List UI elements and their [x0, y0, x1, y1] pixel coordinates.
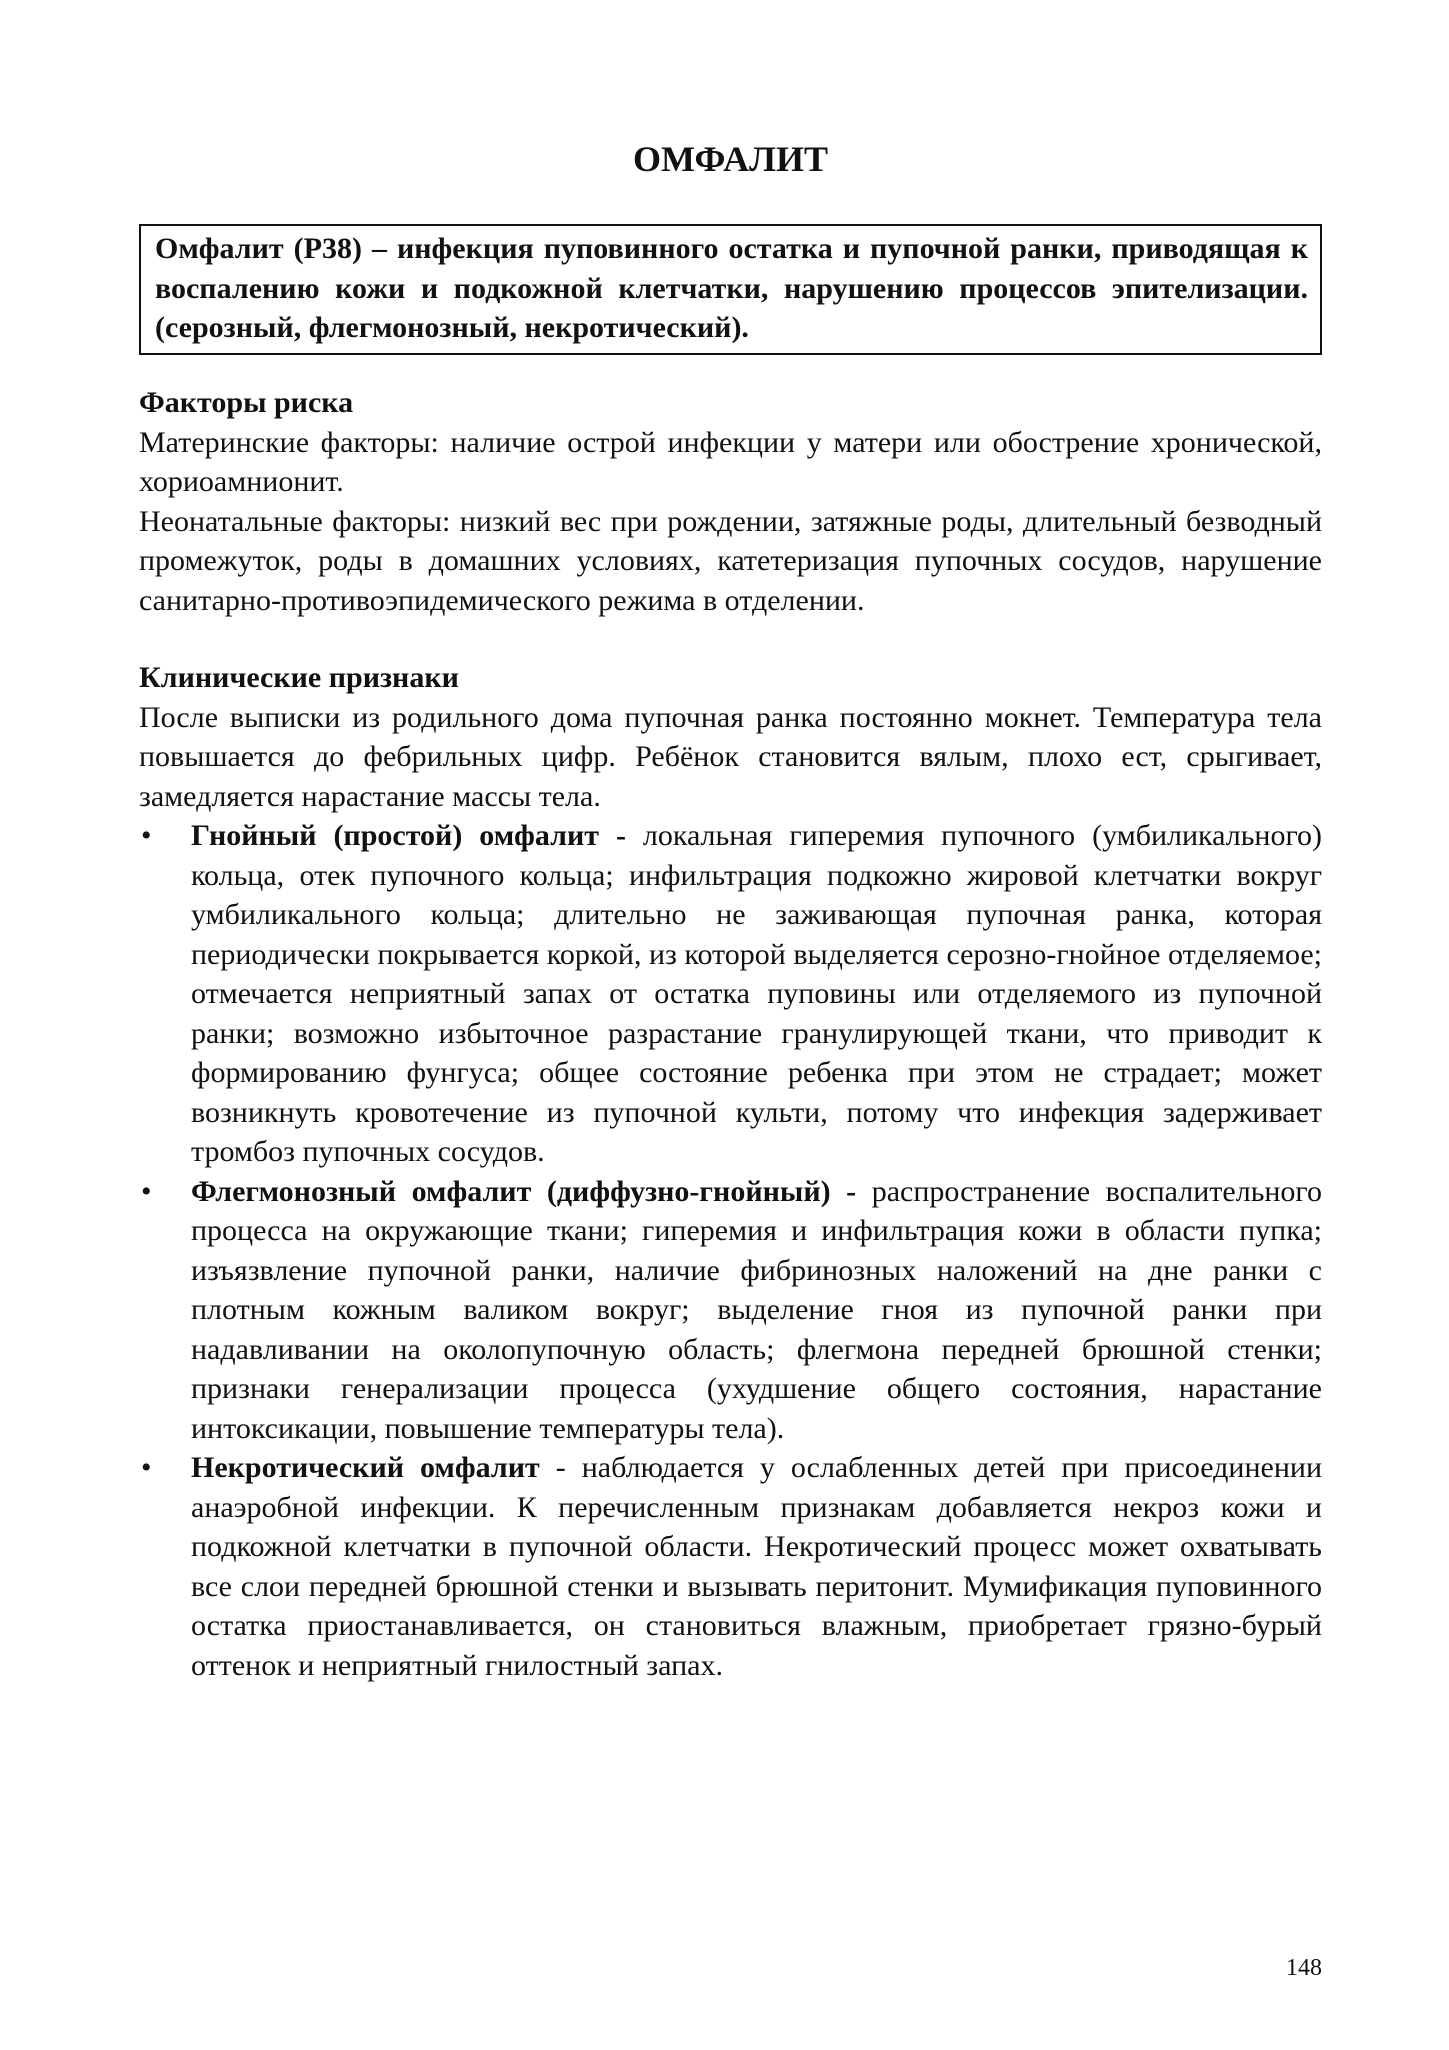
bullet-icon: •	[141, 1451, 152, 1484]
document-page	[139, 0, 1322, 2050]
definition-box: Омфалит (P38) – инфекция пуповинного остатка и пупочной ранки, приводящая к воспалению кожи и подкожной клетчатки, нарушению процессов эпителизации. (серозный, флегмонозный, некротический).	[139, 224, 1322, 355]
bullet-icon: •	[141, 819, 152, 852]
page-number: 148	[1286, 1955, 1322, 1981]
form-description: - наблюдается у ослабленных детей при присоединении анаэробной инфекции. К перечисленным признакам добавляется некроз кожи и подкожной клетчатки в пупочной области. Некротический процесс может охватывать все слои передней брюшной стенки и вызывать перитонит. Мумификация пуповинного остатка приостанавливается, он становиться влажным, приобретает грязно-бурый оттенок и неприятный гнилостный запах.	[191, 1451, 1322, 1682]
clinical-forms-list	[139, 816, 1322, 1685]
clinical-signs-section	[139, 658, 1322, 1685]
neonatal-factors-paragraph: Неонатальные факторы: низкий вес при рождении, затяжные роды, длительный безводный промежуток, роды в домашних условиях, катетеризация пупочных сосудов, нарушение санитарно-противоэпидемического режима в отделении.	[139, 504, 1322, 617]
form-description: распространение воспалительного процесса на окружающие ткани; гиперемия и инфильтрация кожи в области пупка; изъязвление пупочной ранки, наличие фибринозных наложений на дне ранки с плотным кожным валиком вокруг; выделение гноя из пупочной ранки при надавливании на околопупочную область; флегмона передней брюшной стенки; признаки генерализации процесса (ухудшение общего состояния, нарастание интоксикации, повышение температуры тела).	[191, 1174, 1322, 1445]
list-item	[139, 1448, 1322, 1685]
form-term: Гнойный (простой) омфалит -	[191, 819, 626, 852]
maternal-factors-paragraph: Материнские факторы: наличие острой инфекции у матери или обострение хронической, хориоамнионит.	[139, 425, 1322, 498]
form-term: Некротический омфалит	[191, 1451, 540, 1484]
clinical-signs-heading: Клинические признаки	[139, 661, 459, 694]
clinical-intro-paragraph: После выписки из родильного дома пупочная ранка постоянно мокнет. Температура тела повышается до фебрильных цифр. Ребёнок становится вялым, плохо ест, срыгивает, замедляется нарастание массы тела.	[139, 700, 1322, 813]
form-term: Флегмонозный омфалит (диффузно-гнойный) -	[191, 1174, 857, 1208]
form-description: локальная гиперемия пупочного (умбиликального) кольца, отек пупочного кольца; инфильтрация подкожно жировой клетчатки вокруг умбиликального кольца; длительно не заживающая пупочная ранка, которая периодически покрывается коркой, из которой выделяется серозно-гнойное отделяемое; отмечается неприятный запах от остатка пуповины или отделяемого из пупочной ранки; возможно избыточное разрастание гранулирующей ткани, что приводит к формированию фунгуса; общее состояние ребенка при этом не страдает; может возникнуть кровотечение из пупочной культи, потому что инфекция задерживает тромбоз пупочных сосудов.	[191, 819, 1322, 1168]
page-title: ОМФАЛИТ	[633, 139, 828, 179]
risk-factors-section	[139, 383, 1322, 620]
risk-factors-heading: Факторы риска	[139, 386, 354, 419]
list-item	[139, 1172, 1322, 1449]
bullet-icon: •	[141, 1174, 152, 1208]
list-item	[139, 816, 1322, 1172]
